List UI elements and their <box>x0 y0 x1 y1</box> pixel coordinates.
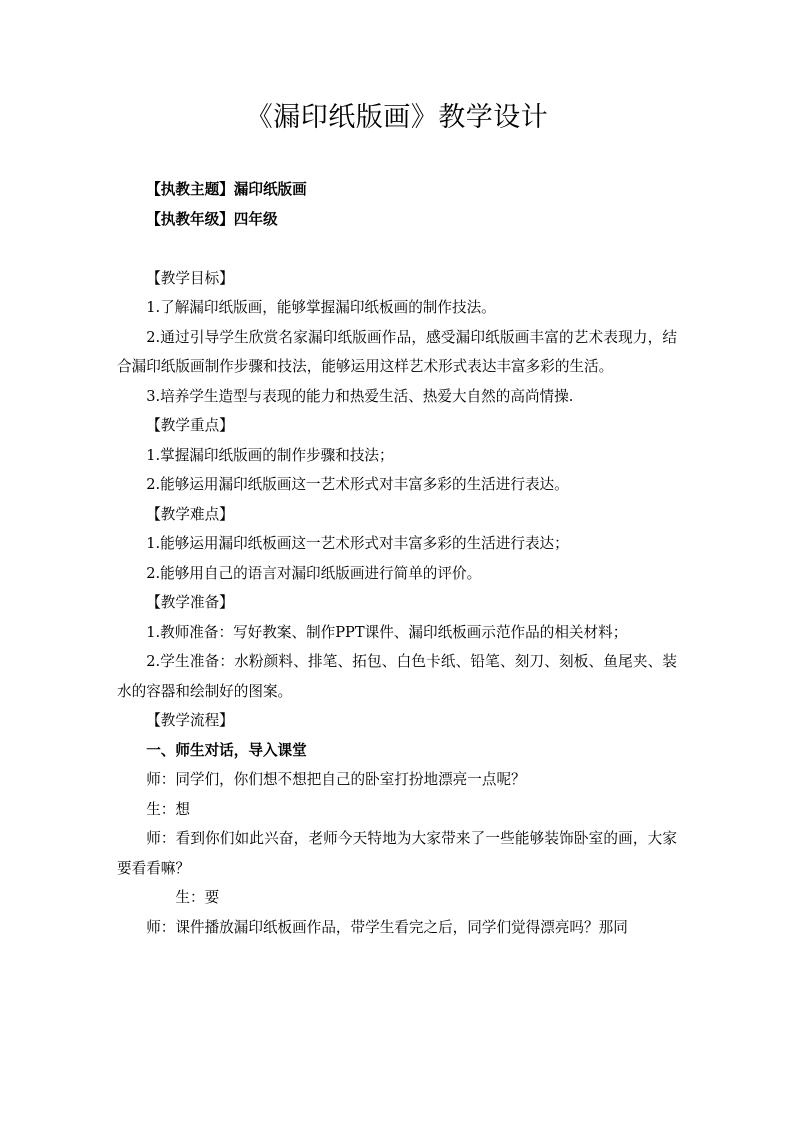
objectives-heading: 【教学目标】 <box>146 269 234 287</box>
document-title: 《漏印纸版画》教学设计 <box>245 102 549 133</box>
objective-item: 3.培养学生造型与表现的能力和热爱生活、热爱大自然的高尚情操. <box>146 387 574 405</box>
difficulty-item: 2.能够用自己的语言对漏印纸版画进行简单的评价。 <box>146 564 482 582</box>
objective-item: 1.了解漏印纸版画，能够掌握漏印纸板画的制作技法。 <box>146 299 496 316</box>
preparation-item: 2.学生准备：水粉颜料、排笔、拓包、白色卡纸、铅笔、刻刀、刻板、鱼尾夹、装水的容器和绘制好的图案。 <box>117 653 677 700</box>
preparation-item: 1.教师准备：写好教案、制作PPT课件、漏印纸板画示范作品的相关材料； <box>146 623 628 641</box>
process-heading: 【教学流程】 <box>146 712 234 729</box>
meta-topic: 【执教主题】漏印纸版画 <box>146 181 307 198</box>
dialogue-line: 师：课件播放漏印纸板画作品，带学生看完之后，同学们觉得漂亮吗？那同 <box>146 918 628 936</box>
difficulties-heading: 【教学难点】 <box>146 505 234 523</box>
difficulty-item: 1.能够运用漏印纸板画这一艺术形式对丰富多彩的生活进行表达； <box>146 535 569 552</box>
meta-grade: 【执教年级】四年级 <box>146 210 278 228</box>
key-point-item: 1.掌握漏印纸版画的制作步骤和技法； <box>146 446 394 464</box>
dialogue-line: 生：想 <box>146 800 190 818</box>
key-points-heading: 【教学重点】 <box>146 417 234 434</box>
objective-item: 2.通过引导学生欣赏名家漏印纸版画作品，感受漏印纸版画丰富的艺术表现力，结合漏印纸版画制作步骤和技法，能够运用这样艺术形式表达丰富多彩的生活。 <box>117 328 677 375</box>
key-point-item: 2.能够运用漏印纸版画这一艺术形式对丰富多彩的生活进行表达。 <box>146 476 569 493</box>
dialogue-line: 师：同学们，你们想不想把自己的卧室打扮地漂亮一点呢？ <box>146 771 526 788</box>
dialogue-line: 师：看到你们如此兴奋，老师今天特地为大家带来了一些能够装饰卧室的画，大家要看看嘛？ <box>117 830 677 877</box>
process-step-title: 一、师生对话，导入课堂 <box>146 741 307 759</box>
document-body <box>117 175 677 942</box>
preparation-heading: 【教学准备】 <box>146 594 234 611</box>
dialogue-line: 生：要 <box>175 889 220 906</box>
